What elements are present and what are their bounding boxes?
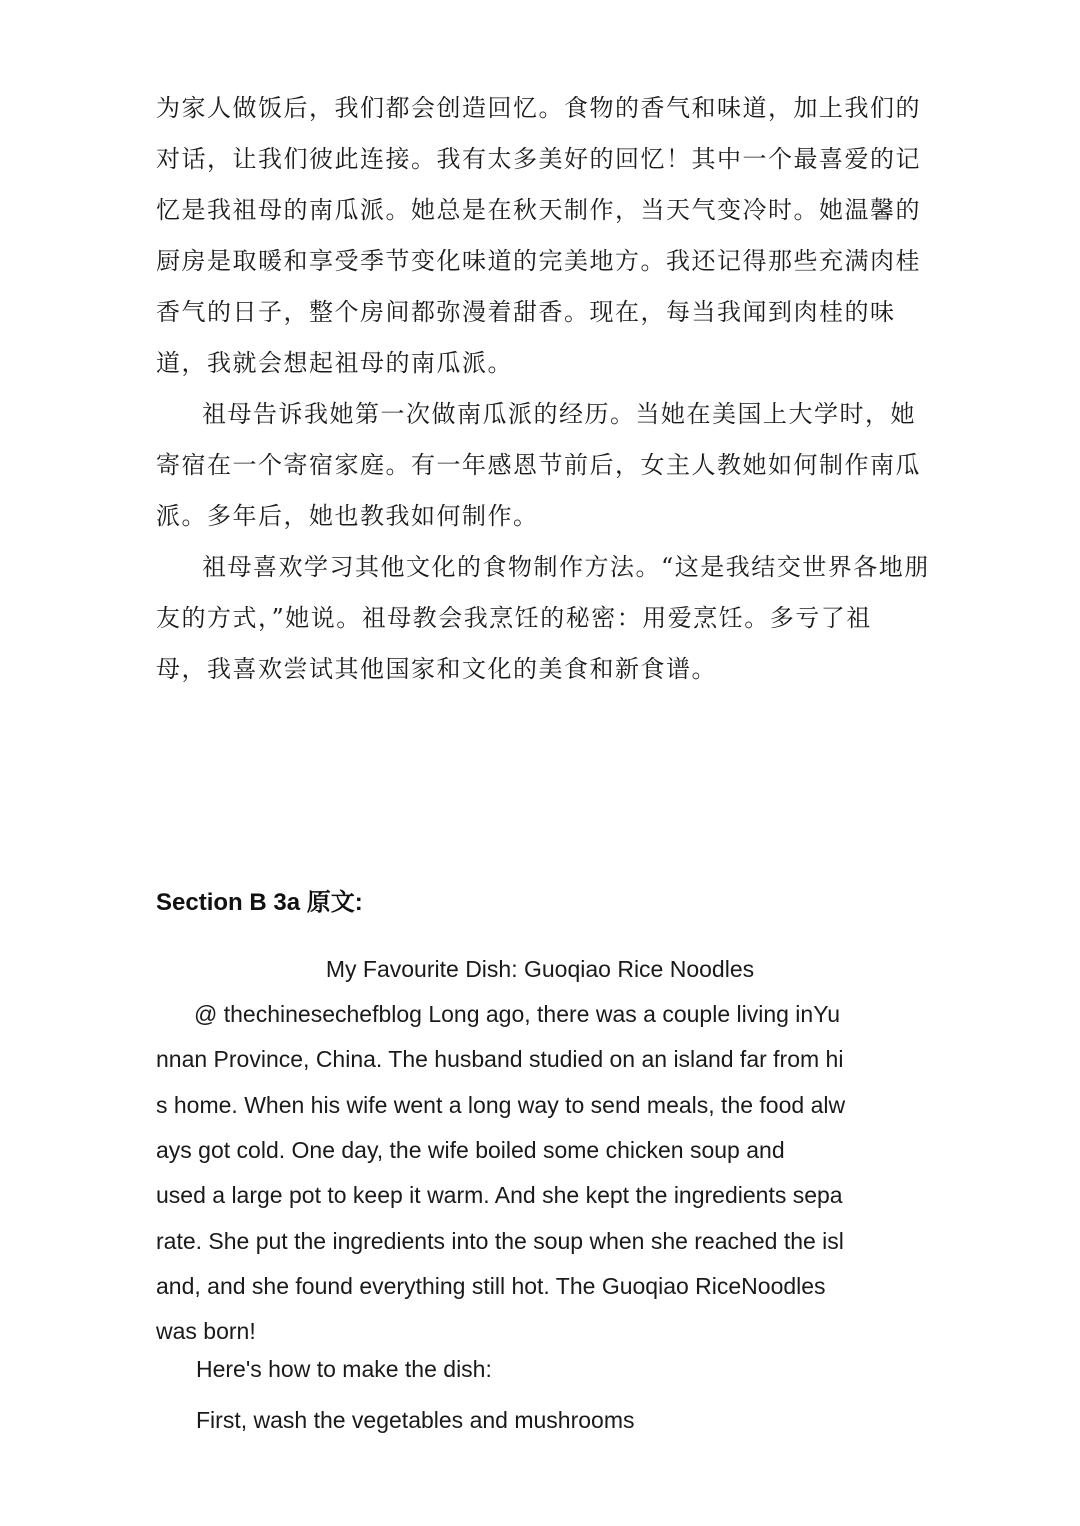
english-line: used a large pot to keep it warm. And she kept the ingredients sepa bbox=[156, 1182, 843, 1208]
english-line: was born! bbox=[156, 1318, 256, 1344]
chinese-line: 祖母喜欢学习其他文化的食物制作方法。“这是我结交世界各地朋 bbox=[202, 553, 930, 581]
chinese-line: 为家人做饭后，我们都会创造回忆。食物的香气和味道，加上我们的 bbox=[156, 94, 921, 122]
english-line: and, and she found everything still hot. The Guoqiao RiceNoodles bbox=[156, 1273, 826, 1299]
english-line: ays got cold. One day, the wife boiled some chicken soup and bbox=[156, 1137, 785, 1163]
step-line: First, wash the vegetables and mushrooms bbox=[196, 1407, 635, 1433]
chinese-line: 祖母告诉我她第一次做南瓜派的经历。当她在美国上大学时，她 bbox=[202, 400, 916, 428]
english-line: s home. When his wife went a long way to send meals, the food alw bbox=[156, 1092, 846, 1118]
english-line: rate. She put the ingredients into the soup when she reached the isl bbox=[156, 1228, 844, 1254]
chinese-line: 派。多年后，她也教我如何制作。 bbox=[156, 502, 539, 530]
chinese-line: 对话，让我们彼此连接。我有太多美好的回忆！其中一个最喜爱的记 bbox=[156, 145, 921, 173]
english-line: @ thechinesechefblog Long ago, there was a couple living inYu bbox=[194, 1001, 841, 1027]
section-heading: Section B 3a 原文: bbox=[156, 889, 363, 916]
chinese-line: 香气的日子，整个房间都弥漫着甜香。现在，每当我闻到肉桂的味 bbox=[156, 298, 896, 326]
english-line: nnan Province, China. The husband studied on an island far from hi bbox=[156, 1046, 844, 1072]
chinese-line: 忆是我祖母的南瓜派。她总是在秋天制作，当天气变冷时。她温馨的 bbox=[156, 196, 921, 224]
chinese-line: 道，我就会想起祖母的南瓜派。 bbox=[156, 349, 513, 377]
chinese-line: 厨房是取暖和享受季节变化味道的完美地方。我还记得那些充满肉桂 bbox=[156, 247, 921, 275]
chinese-line: 母，我喜欢尝试其他国家和文化的美食和新食谱。 bbox=[156, 655, 717, 683]
chinese-line: 寄宿在一个寄宿家庭。有一年感恩节前后，女主人教她如何制作南瓜 bbox=[156, 451, 921, 479]
howto-intro: Here's how to make the dish: bbox=[196, 1356, 492, 1382]
article-title: My Favourite Dish: Guoqiao Rice Noodles bbox=[325, 956, 755, 982]
chinese-line: 友的方式，”她说。祖母教会我烹饪的秘密：用爱烹饪。多亏了祖 bbox=[156, 604, 872, 632]
